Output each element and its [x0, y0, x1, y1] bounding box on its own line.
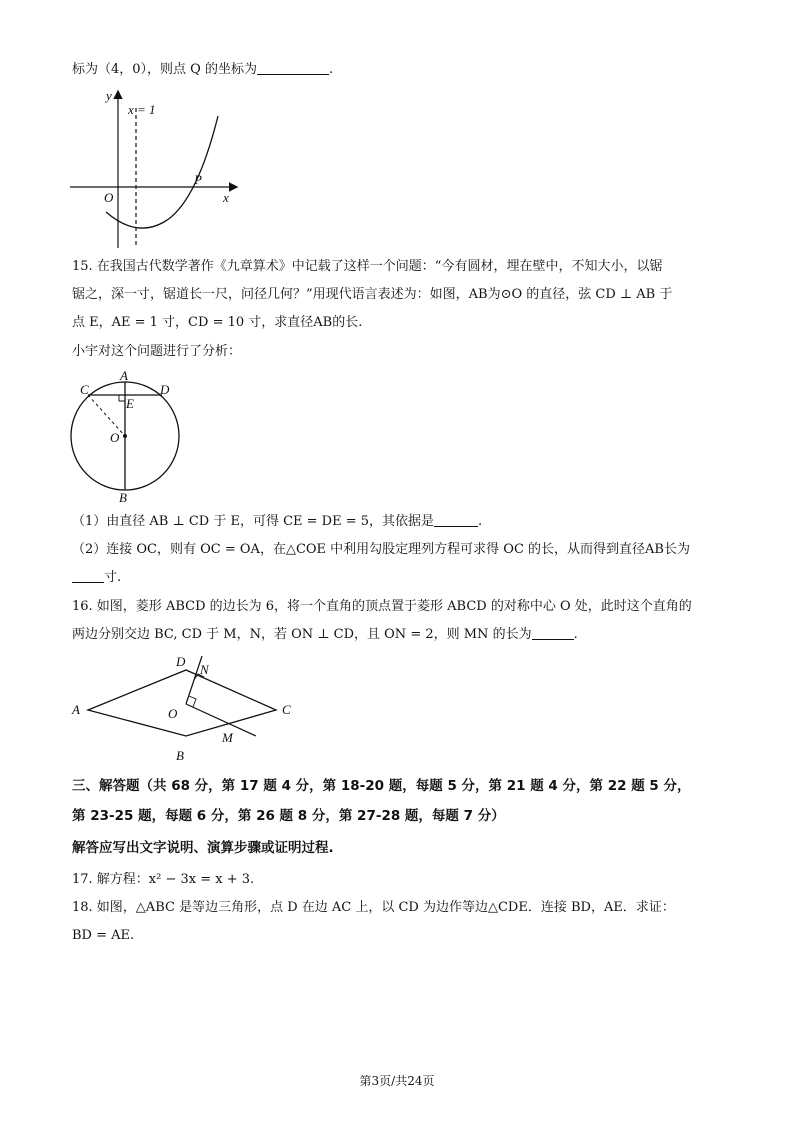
q15-line-1: 15. 在我国古代数学著作《九章算术》中记载了这样一个问题：“今有圆材，埋在壁中，不知大小，以锯: [72, 259, 663, 274]
q15-part-2: （2）连接 OC，则有 OC = OA，在△COE 中利用勾股定理列方程可求得 OC 的长，从而得到直径AB长为: [72, 542, 690, 557]
figure-rhombus: [66, 650, 306, 766]
label-a: A: [72, 702, 80, 717]
q18-line-2: BD = AE.: [72, 928, 135, 943]
q14-tail-text: 标为（4，0），则点 Q 的坐标为: [72, 62, 257, 77]
section3-line-1: 三、解答题（共 68 分，第 17 题 4 分，第 18-20 题，每题 5 分，第 21 题 4 分，第 22 题 5 分，: [72, 778, 691, 794]
section3-line-3: 解答应写出文字说明、演算步骤或证明过程.: [72, 840, 334, 856]
center-dot: [123, 434, 127, 438]
q15-part-1-end: .: [478, 514, 483, 529]
q16-line-2: [72, 625, 578, 645]
label-c: C: [282, 702, 291, 717]
ray-om: [186, 704, 256, 736]
q16-line-2-text: 两边分别交边 BC, CD 于 M，N，若 ON ⊥ CD，且 ON = 2，则 MN 的长为: [72, 627, 532, 642]
q15-line-2: 锯之，深一寸，锯道长一尺，问径几何？”用现代语言表述为：如图，AB为⊙O 的直径，弦 CD ⊥ AB 于: [72, 287, 673, 302]
q15-line-3: 点 E，AE = 1 寸，CD = 10 寸，求直径AB的长.: [72, 315, 363, 330]
label-e: E: [126, 396, 134, 411]
q18-line-1: 18. 如图，△ABC 是等边三角形，点 D 在边 AC 上，以 CD 为边作等边△CDE．连接 BD，AE．求证：: [72, 900, 675, 915]
section3-line-2: 第 23-25 题，每题 6 分，第 26 题 8 分，第 27-28 题，每题 7 分）: [72, 808, 505, 824]
answer-blank-q16[interactable]: [532, 625, 574, 640]
q17-line: 17. 解方程：x² − 3x = x + 3.: [72, 872, 255, 887]
page-footer: 第3页/共24页: [359, 1074, 435, 1088]
q15-part-1: [72, 512, 482, 532]
q15-part-1-text: （1）由直径 AB ⊥ CD 于 E，可得 CE = DE = 5，其依据是: [72, 514, 435, 529]
right-angle-mark: [119, 395, 125, 401]
q16-line-2-end: .: [573, 627, 578, 642]
label-o: O: [110, 430, 120, 445]
q15-line-4: 小宇对这个问题进行了分析：: [72, 344, 242, 359]
label-d: D: [160, 382, 170, 397]
label-n: N: [200, 662, 209, 677]
label-y: y: [106, 88, 112, 103]
label-p: P: [194, 172, 202, 187]
label-d: D: [176, 654, 186, 669]
q14-tail-end: .: [328, 62, 334, 77]
q16-line-1: 16. 如图，菱形 ABCD 的边长为 6，将一个直角的顶点置于菱形 ABCD 的对称中心 O 处，此时这个直角的: [72, 599, 692, 614]
label-a: A: [120, 368, 128, 383]
q15-part-2-end: 寸.: [104, 570, 122, 585]
q14-tail-line: [72, 60, 333, 80]
answer-blank-q15-1[interactable]: [434, 512, 478, 527]
rhombus-abcd: [88, 670, 276, 736]
figure-parabola: [66, 86, 246, 256]
label-x: x: [223, 190, 229, 205]
label-o: O: [168, 706, 178, 721]
answer-blank-q14[interactable]: [257, 60, 329, 75]
label-b: B: [176, 748, 184, 763]
label-b: B: [119, 490, 127, 504]
label-origin: O: [104, 190, 114, 205]
q15-part-2-cont: [72, 568, 121, 588]
label-axis-line: x = 1: [128, 102, 156, 117]
label-c: C: [80, 382, 89, 397]
label-m: M: [222, 730, 233, 745]
figure-circle: [66, 366, 196, 504]
answer-blank-q15-2[interactable]: [72, 568, 104, 583]
